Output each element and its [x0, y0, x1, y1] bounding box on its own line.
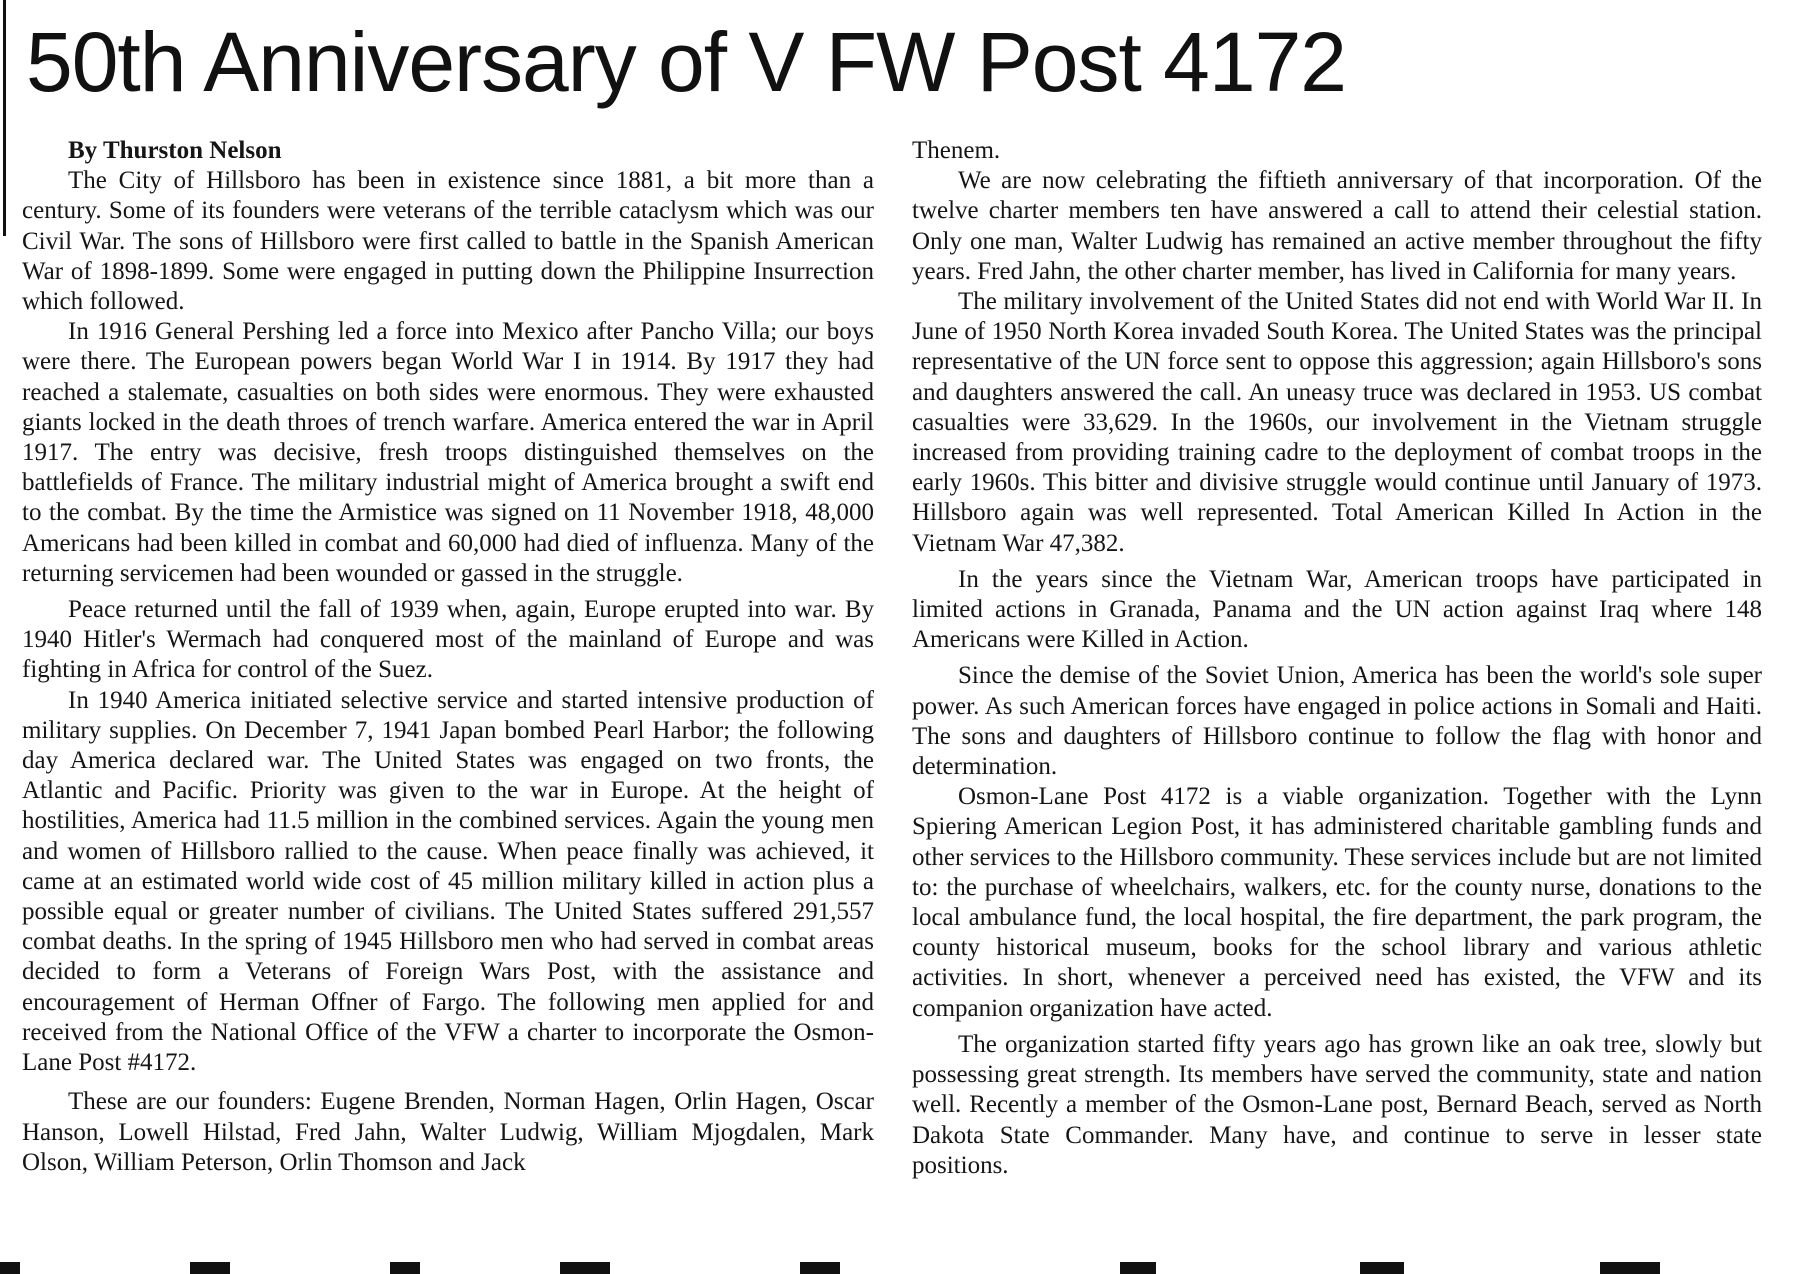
article-column-right [912, 136, 1762, 1181]
paragraph: The organization started fifty years ago has grown like an oak tree, slowly but possessing great strength. Its members have served the community, state and nation well. Recently a member of the Osmon-Lane post, Bernard Beach, served as North Dakota State Commander. Many have, and continue to serve in lesser state positions. [912, 1030, 1762, 1179]
paragraph: The military involvement of the United States did not end with World War II. In June of 1950 North Korea invaded South Korea. The United States was the principal representative of the UN force sent to oppose this aggression; again Hillsboro's sons and daughters answered the call. An uneasy truce was declared in 1953. US combat casualties were 33,629. In the 1960s, our involvement in the Vietnam struggle increased from providing training cadre to the deployment of combat troops in the early 1960s. This bitter and divisive struggle would continue until January of 1973. Hillsboro again was well represented. Total American Killed In Action in the Vietnam War 47,382. [912, 288, 1762, 557]
article-headline: 50th Anniversary of V FW Post 4172 [26, 15, 1347, 109]
cropped-next-headline [0, 1262, 1800, 1274]
paragraph: We are now celebrating the fiftieth anniversary of that incorporation. Of the twelve charter members ten have answered a call to attend their celestial station. Only one man, Walter Ludwig has remained an active member throughout the fifty years. Fred Jahn, the other charter member, has lived in California for many years. [912, 167, 1762, 285]
article-column-left [22, 136, 874, 1178]
paragraph: In 1916 General Pershing led a force into Mexico after Pancho Villa; our boys were there. The European powers began World War I in 1914. By 1917 they had reached a stalemate, casualties on both sides were enormous. They were exhausted giants locked in the death throes of trench warfare. America entered the war in April 1917. The entry was decisive, fresh troops distinguished themselves on the battlefields of France. The military industrial might of America brought a swift end to the combat. By the time the Armistice was signed on 11 November 1918, 48,000 Americans had been killed in combat and 60,000 had died of influenza. Many of the returning servicemen had been wounded or gassed in the struggle. [22, 318, 874, 587]
paragraph: Osmon-Lane Post 4172 is a viable organization. Together with the Lynn Spiering American Legion Post, it has administered charitable gambling funds and other services to the Hillsboro community. These services include but are not limited to: the purchase of wheelchairs, walkers, etc. for the county nurse, donations to the local ambulance fund, the local hospital, the fire department, the park program, the county historical museum, books for the school library and various athletic activities. In short, whenever a perceived need has existed, the VFW and its companion organization have acted. [912, 783, 1762, 1022]
byline: By Thurston Nelson [68, 137, 282, 164]
paragraph: The City of Hillsboro has been in existence since 1881, a bit more than a century. Some of its founders were veterans of the terrible cataclysm which was our Civil War. The sons of Hillsboro were first called to battle in the Spanish American War of 1898-1899. Some were engaged in putting down the Philippine Insurrection which followed. [22, 167, 874, 316]
paragraph: Since the demise of the Soviet Union, America has been the world's sole super power. As such American forces have engaged in police actions in Somali and Haiti. The sons and daughters of Hillsboro continue to follow the flag with honor and determination. [912, 662, 1762, 781]
paragraph: In 1940 America initiated selective service and started intensive production of military supplies. On December 7, 1941 Japan bombed Pearl Harbor; the following day America declared war. The United States was engaged on two fronts, the Atlantic and Pacific. Priority was given to the war in Europe. At the height of hostilities, America had 11.5 million in the combined services. Again the young men and women of Hillsboro rallied to the cause. When peace finally was achieved, it came at an estimated world wide cost of 45 million military killed in action plus a possible equal or greater number of civilians. The United States suffered 291,557 combat deaths. In the spring of 1945 Hillsboro men who had served in combat areas decided to form a Veterans of Foreign Wars Post, with the assistance and encouragement of Herman Offner of Fargo. The following men applied for and received from the National Office of the VFW a charter to incorporate the Osmon-Lane Post #4172. [22, 686, 874, 1077]
paragraph: Thenem. [912, 137, 1001, 164]
paragraph: These are our founders: Eugene Brenden, Norman Hagen, Orlin Hagen, Oscar Hanson, Lowell Hilstad, Fred Jahn, Walter Ludwig, William Mjogdalen, Mark Olson, William Peterson, Orlin Thomson and Jack [22, 1088, 874, 1176]
paragraph: Peace returned until the fall of 1939 when, again, Europe erupted into war. By 1940 Hitler's Wermach had conquered most of the mainland of Europe and was fighting in Africa for control of the Suez. [22, 596, 874, 684]
column-rule [3, 0, 6, 236]
paragraph: In the years since the Vietnam War, American troops have participated in limited actions in Granada, Panama and the UN action against Iraq where 148 Americans were Killed in Action. [912, 565, 1762, 654]
